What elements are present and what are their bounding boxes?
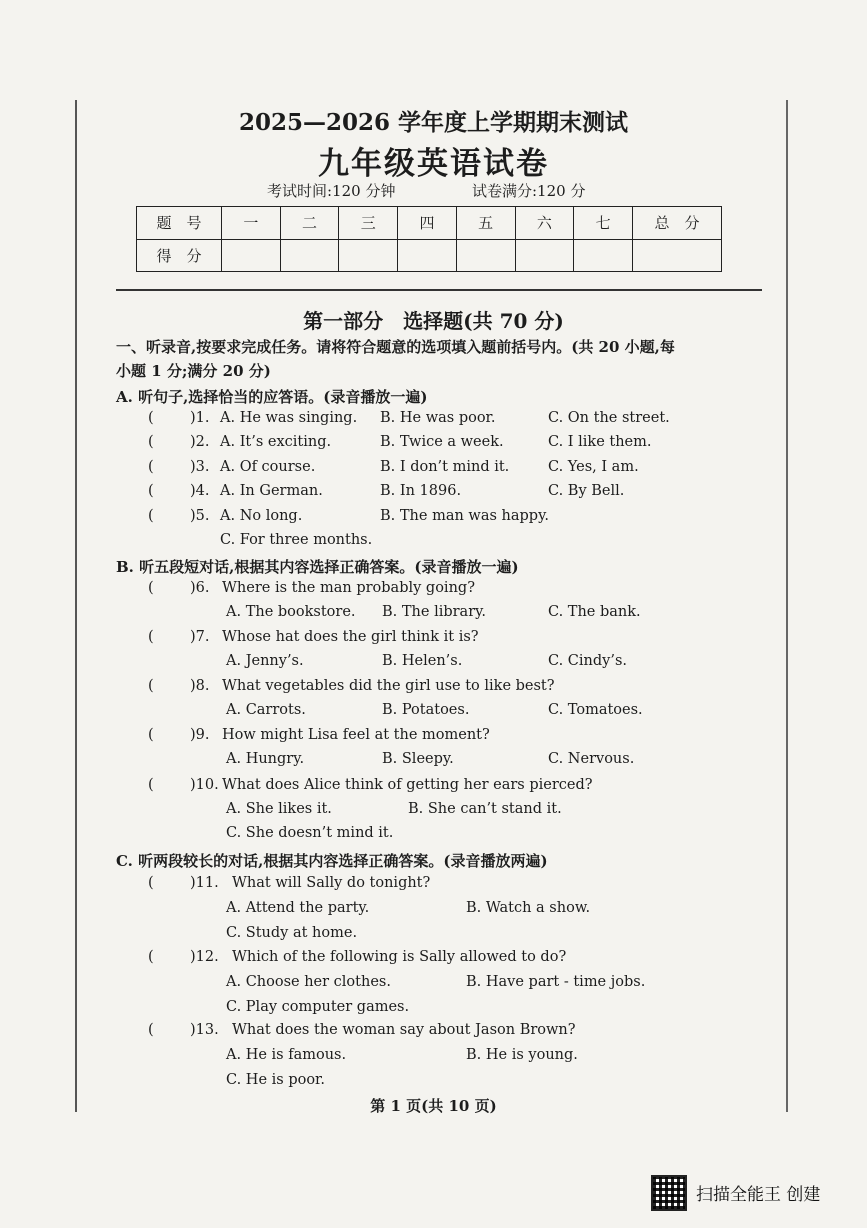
option-c: C. Cindy’s. xyxy=(548,653,627,669)
option-b: B. He was poor. xyxy=(380,410,496,426)
option-b: B. In 1896. xyxy=(380,483,462,499)
question-number: )13. xyxy=(190,1022,219,1038)
section-heading: 一、听录音,按要求完成任务。请将符合题意的选项填入题前括号内。(共 20 小题,每 xyxy=(116,338,675,356)
cell-label: 题 号 xyxy=(137,207,222,240)
option-c: C. The bank. xyxy=(548,604,641,620)
cell-6: 六 xyxy=(515,207,574,240)
question-number: )7. xyxy=(190,629,210,645)
question-number: )1. xyxy=(190,410,210,426)
score-table-score-row xyxy=(137,239,722,272)
cell-3: 三 xyxy=(339,207,398,240)
option-c: C. On the street. xyxy=(548,410,670,426)
option-b: B. The library. xyxy=(382,604,487,620)
question-number: )5. xyxy=(190,508,210,524)
question-number: )10. xyxy=(190,777,219,793)
answer-bracket: ( xyxy=(148,508,154,524)
question-number: )2. xyxy=(190,434,210,450)
option-b: B. I don’t mind it. xyxy=(380,459,510,475)
option-c: C. Study at home. xyxy=(226,925,358,941)
option-a: A. He was singing. xyxy=(220,410,358,426)
option-b: B. She can’t stand it. xyxy=(408,801,562,817)
question-text: Whose hat does the girl think it is? xyxy=(222,629,479,645)
option-c: C. She doesn’t mind it. xyxy=(226,825,394,841)
question-number: )3. xyxy=(190,459,210,475)
question-text: What does Alice think of getting her ears pierced? xyxy=(222,777,593,793)
answer-bracket: ( xyxy=(148,410,154,426)
option-a: A. Choose her clothes. xyxy=(226,974,391,990)
option-b: B. Helen’s. xyxy=(382,653,463,669)
score-blank xyxy=(398,239,457,272)
divider xyxy=(116,289,762,291)
score-blank xyxy=(633,239,722,272)
question-number: )8. xyxy=(190,678,210,694)
question-number: )4. xyxy=(190,483,210,499)
cell-1: 一 xyxy=(222,207,281,240)
question-text: Where is the man probably going? xyxy=(222,580,475,596)
cell-2: 二 xyxy=(280,207,339,240)
question-number: )9. xyxy=(190,727,210,743)
option-b: B. He is young. xyxy=(466,1047,578,1063)
option-c: C. For three months. xyxy=(220,532,373,548)
option-a: A. Jenny’s. xyxy=(226,653,304,669)
option-c: C. Nervous. xyxy=(548,751,635,767)
question-text: What does the woman say about Jason Brown? xyxy=(232,1022,576,1038)
question-text: What vegetables did the girl use to like best? xyxy=(222,678,555,694)
question-number: )11. xyxy=(190,875,219,891)
option-a: A. Hungry. xyxy=(226,751,305,767)
section-a-heading: A. 听句子,选择恰当的应答语。(录音播放一遍) xyxy=(116,388,428,406)
cell-4: 四 xyxy=(398,207,457,240)
option-b: B. Twice a week. xyxy=(380,434,504,450)
exam-title-year: 2025—2026 学年度上学期期末测试 xyxy=(238,109,629,136)
full-score: 试卷满分:120 分 xyxy=(472,182,586,200)
score-blank xyxy=(280,239,339,272)
cell-5: 五 xyxy=(456,207,515,240)
answer-bracket: ( xyxy=(148,875,154,891)
option-b: B. Sleepy. xyxy=(382,751,454,767)
option-c: C. By Bell. xyxy=(548,483,625,499)
option-a: A. Attend the party. xyxy=(226,900,370,916)
option-a: A. Of course. xyxy=(220,459,316,475)
option-c: C. Play computer games. xyxy=(226,999,410,1015)
answer-bracket: ( xyxy=(148,727,154,743)
option-b: B. The man was happy. xyxy=(380,508,549,524)
cell-total: 总 分 xyxy=(633,207,722,240)
cell-7: 七 xyxy=(574,207,633,240)
question-text: How might Lisa feel at the moment? xyxy=(222,727,490,743)
exam-title-subject: 九年级英语试卷 xyxy=(318,146,549,182)
question-number: )12. xyxy=(190,949,219,965)
question-text: Which of the following is Sally allowed to do? xyxy=(232,949,567,965)
option-c: C. Yes, I am. xyxy=(548,459,639,475)
answer-bracket: ( xyxy=(148,678,154,694)
scanner-watermark: 扫描全能王 创建 xyxy=(696,1185,821,1205)
score-blank xyxy=(456,239,515,272)
option-c: C. Tomatoes. xyxy=(548,702,643,718)
answer-bracket: ( xyxy=(148,459,154,475)
section-b-heading: B. 听五段短对话,根据其内容选择正确答案。(录音播放一遍) xyxy=(116,558,519,576)
score-table-header-row xyxy=(137,207,722,240)
answer-bracket: ( xyxy=(148,483,154,499)
score-blank xyxy=(574,239,633,272)
score-table xyxy=(136,206,722,272)
question-text: What will Sally do tonight? xyxy=(232,875,431,891)
answer-bracket: ( xyxy=(148,434,154,450)
part-title: 第一部分 选择题(共 70 分) xyxy=(303,309,564,333)
option-c: C. He is poor. xyxy=(226,1072,326,1088)
option-a: A. In German. xyxy=(220,483,323,499)
margin-line xyxy=(786,100,788,1112)
section-c-heading: C. 听两段较长的对话,根据其内容选择正确答案。(录音播放两遍) xyxy=(116,852,548,870)
score-blank xyxy=(515,239,574,272)
option-a: A. It’s exciting. xyxy=(220,434,332,450)
section-heading-cont: 小题 1 分;满分 20 分) xyxy=(116,362,271,380)
option-a: A. Carrots. xyxy=(226,702,306,718)
page-number: 第 1 页(共 10 页) xyxy=(370,1097,497,1115)
option-b: B. Watch a show. xyxy=(466,900,591,916)
answer-bracket: ( xyxy=(148,1022,154,1038)
option-b: B. Potatoes. xyxy=(382,702,470,718)
option-a: A. No long. xyxy=(220,508,303,524)
answer-bracket: ( xyxy=(148,580,154,596)
option-a: A. The bookstore. xyxy=(226,604,356,620)
option-b: B. Have part - time jobs. xyxy=(466,974,646,990)
binding-line xyxy=(75,100,77,1112)
answer-bracket: ( xyxy=(148,777,154,793)
exam-time: 考试时间:120 分钟 xyxy=(267,182,396,200)
option-a: A. He is famous. xyxy=(226,1047,347,1063)
option-a: A. She likes it. xyxy=(226,801,332,817)
qr-code xyxy=(651,1175,687,1211)
score-blank xyxy=(339,239,398,272)
answer-bracket: ( xyxy=(148,629,154,645)
answer-bracket: ( xyxy=(148,949,154,965)
option-c: C. I like them. xyxy=(548,434,652,450)
cell-score-label: 得 分 xyxy=(137,239,222,272)
question-number: )6. xyxy=(190,580,210,596)
score-blank xyxy=(222,239,281,272)
